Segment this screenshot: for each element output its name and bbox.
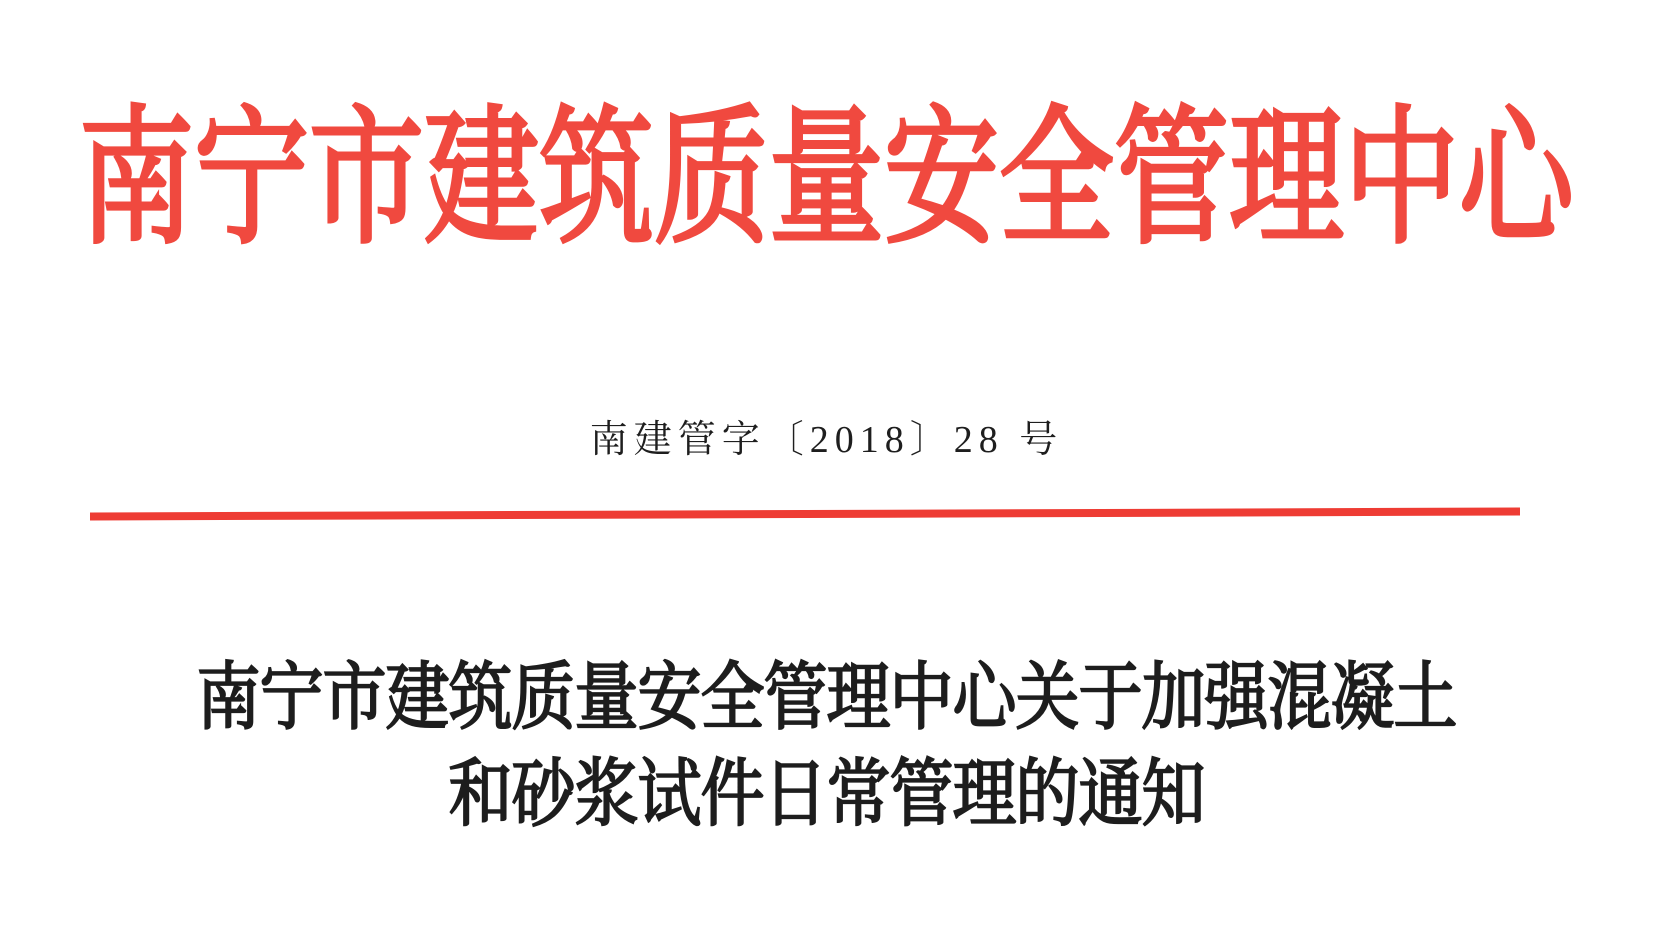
document-title-text — [197, 650, 1457, 843]
red-divider-line — [90, 508, 1520, 521]
letterhead-org-name: 南宁市建筑质量安全管理中心 — [78, 97, 1574, 263]
document-title — [0, 650, 1653, 836]
letterhead — [0, 97, 1653, 263]
document-title-line2: 和砂浆试件日常管理的通知 — [448, 753, 1205, 836]
document-title-line1: 南宁市建筑质量安全管理中心关于加强混凝土 — [196, 656, 1457, 739]
doc-reference-number: 南建管字〔2018〕28 号 — [589, 419, 1064, 461]
